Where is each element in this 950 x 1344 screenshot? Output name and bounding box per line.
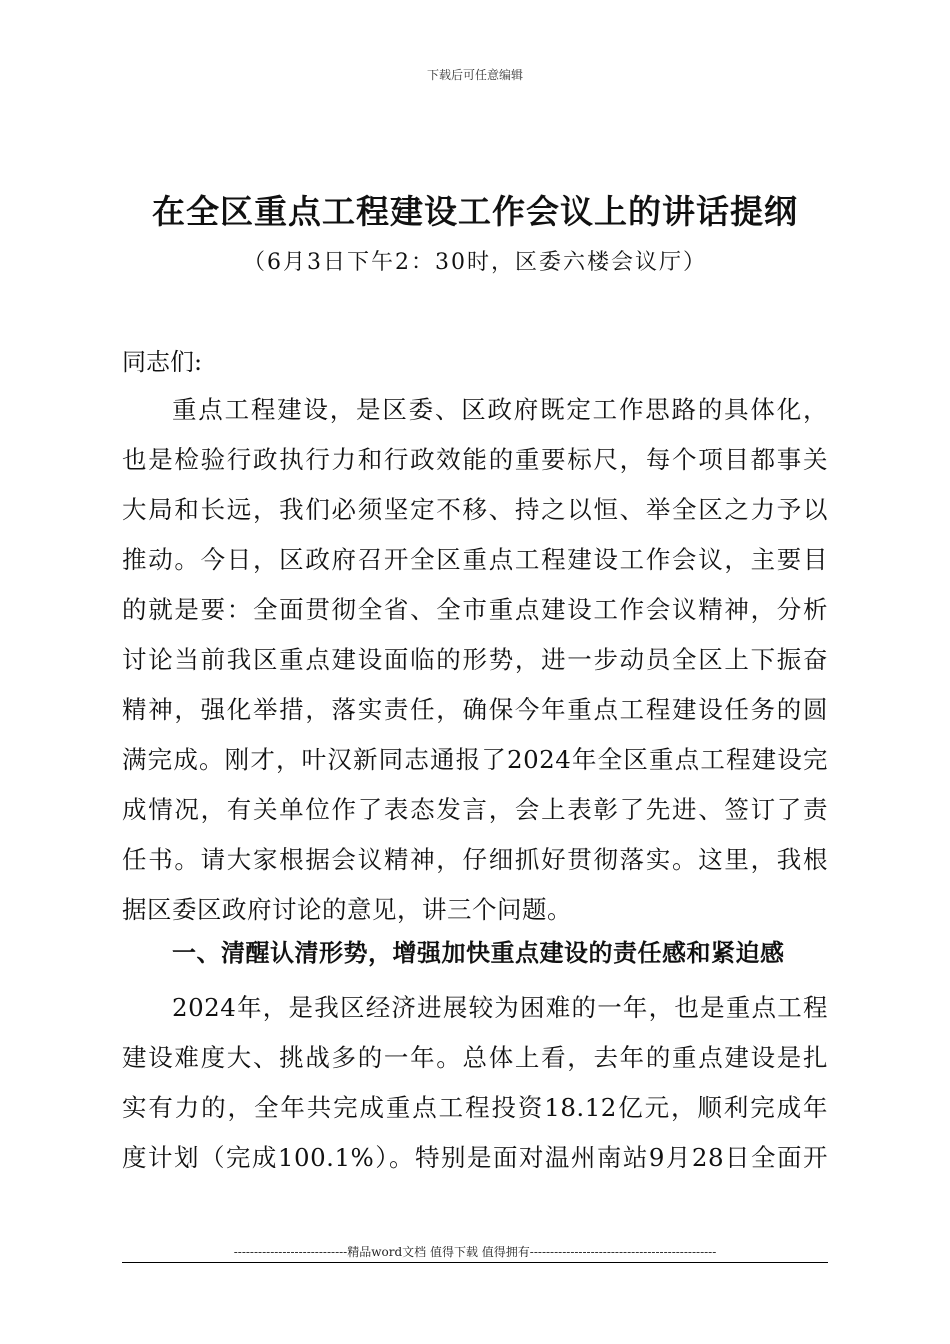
paragraph-line: 2024年，是我区经济进展较为困难的一年，也是重点工程 xyxy=(172,993,828,1022)
footer-note: ----------------------------精品word文档 值得下载 值得拥有---------------------------------------------- xyxy=(233,1245,717,1259)
paragraph-line: 讨论当前我区重点建设面临的形势，进一步动员全区上下振奋 xyxy=(122,645,828,674)
paragraph-line: 实有力的，全年共完成重点工程投资18.12亿元，顺利完成年 xyxy=(122,1093,828,1122)
paragraph-line: 的就是要：全面贯彻全省、全市重点建设工作会议精神，分析 xyxy=(122,595,828,624)
paragraph-line: 大局和长远，我们必须坚定不移、持之以恒、举全区之力予以 xyxy=(122,495,828,524)
paragraph-line: 满完成。刚才，叶汉新同志通报了2024年全区重点工程建设完 xyxy=(122,745,828,774)
paragraph-line: 任书。请大家根据会议精神，仔细抓好贯彻落实。这里，我根 xyxy=(122,845,828,874)
paragraph-line: 成情况，有关单位作了表态发言，会上表彰了先进、签订了责 xyxy=(122,795,828,824)
paragraph-line: 也是检验行政执行力和行政效能的重要标尺，每个项目都事关 xyxy=(122,445,828,474)
paragraph-line: 据区委区政府讨论的意见，讲三个问题。 xyxy=(122,895,572,924)
paragraph-line: 度计划（完成100.1%）。特别是面对温州南站9月28日全面开 xyxy=(122,1143,828,1172)
header-note: 下载后可任意编辑 xyxy=(426,68,523,82)
paragraph-line: 重点工程建设，是区委、区政府既定工作思路的具体化， xyxy=(172,395,828,424)
paragraph-2 xyxy=(122,983,828,1183)
paragraph-line: 精神，强化举措，落实责任，确保今年重点工程建设任务的圆 xyxy=(122,695,828,724)
document-subtitle: （6月3日下午2：30时，区委六楼会议厅） xyxy=(243,250,707,275)
footer-divider xyxy=(122,1262,828,1263)
document-title: 在全区重点工程建设工作会议上的讲话提纲 xyxy=(152,192,798,231)
paragraph-1 xyxy=(122,385,828,935)
section-heading: 一、清醒认清形势，增强加快重点建设的责任感和紧迫感 xyxy=(172,939,785,967)
paragraph-line: 推动。今日，区政府召开全区重点工程建设工作会议，主要目 xyxy=(122,545,828,574)
paragraph-line: 建设难度大、挑战多的一年。总体上看，去年的重点建设是扎 xyxy=(122,1043,828,1072)
greeting: 同志们: xyxy=(122,348,203,376)
